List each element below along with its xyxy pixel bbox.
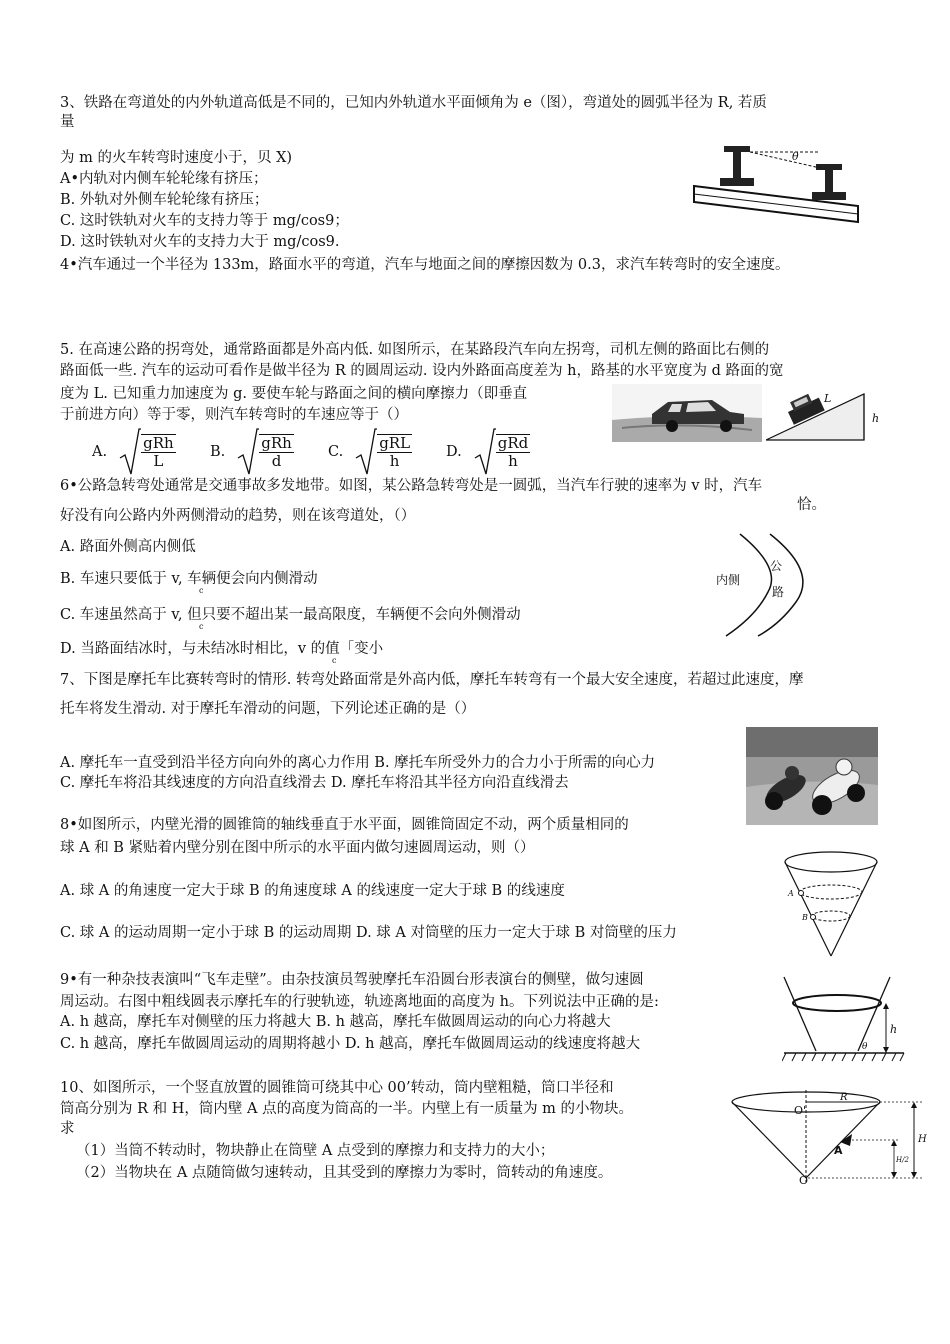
stunt-h-label: h [890, 1023, 898, 1036]
q5-option-b [210, 428, 294, 476]
q9-options-ab: A. h 越高，摩托车对侧壁的压力将越大 B. h 越高，摩托车做圆周运动的向心力将越大 [60, 1014, 611, 1030]
q5-option-b-label: B. [210, 444, 226, 460]
q6-option-d: D. 当路面结冰时，与未结冰时相比，v 的值「变小 [60, 641, 384, 657]
q6-option-a: A. 路面外侧高内侧低 [60, 539, 196, 555]
car-road-photo [612, 384, 762, 442]
q3-option-c: C. 这时铁轨对火车的支持力等于 mg/cos9； [60, 213, 349, 229]
cone10-A-label: A [834, 1144, 843, 1157]
motorcycle-race-photo [746, 727, 878, 825]
slope-h-label: h [872, 412, 880, 425]
q10-sub2: （2）当物块在 A 点随筒做匀速转动，且其受到的摩擦力为零时，筒转动的角速度。 [76, 1165, 613, 1181]
q6-line2: 好没有向公路内外两侧滑动的趋势，则在该弯道处，（） [60, 508, 416, 524]
cone10-O1-label: O' [794, 1104, 807, 1117]
q5-line1: 5. 在高速公路的拐弯处，通常路面都是外高内低. 如图所示，在某路段汽车向左拐弯，司机左侧的路面比右侧的 [60, 342, 770, 358]
slope-L-label: L [824, 392, 832, 405]
q6-option-b: B. 车速只要低于 v, 车辆便会向内侧滑动 [60, 571, 318, 587]
q8-options-cd: C. 球 A 的运动周期一定小于球 B 的运动周期 D. 球 A 对筒壁的压力一定大于球 B 对筒壁的压力 [60, 925, 677, 941]
q5-d-denominator: h [508, 452, 518, 470]
q10-sub1: （1）当筒不转动时，物块静止在筒壁 A 点受到的摩擦力和支持力的大小； [76, 1143, 555, 1159]
q5-a-numerator: gRh [143, 434, 174, 452]
q7-options-cd: C. 摩托车将沿其线速度的方向沿直线滑去 D. 摩托车将沿其半径方向沿直线滑去 [60, 775, 569, 791]
q5-b-numerator: gRh [261, 434, 292, 452]
q5-line4: 于前进方向）等于零，则汽车转弯时的车速应等于（） [60, 407, 408, 423]
sqrt-sign-icon [474, 428, 496, 476]
sqrt-sign-icon [237, 428, 259, 476]
q6-option-c: C. 车速虽然高于 v, 但只要不超出某一最高限度，车辆便不会向外侧滑动 [60, 607, 521, 623]
q6-subscript: c [332, 656, 337, 665]
sqrt-sign-icon [355, 428, 377, 476]
q5-c-numerator: gRL [379, 434, 411, 452]
q8-line2: 球 A 和 B 紧贴着内壁分别在图中所示的水平面内做匀速圆周运动，则（） [60, 840, 535, 856]
q8-options-ab: A. 球 A 的角速度一定大于球 B 的角速度球 A 的线速度一定大于球 B 的线速度 [60, 883, 565, 899]
q9-line2: 周运动。右图中粗线圆表示摩托车的行驶轨迹，轨迹离地面的高度为 h。下列说法中正确的是: [60, 994, 659, 1010]
rail-track-figure [692, 138, 862, 230]
q3-line1: 3、铁路在弯道处的内外轨道高低是不同的，已知内外轨道水平面倾角为 e（图），弯道处的圆弧半径为 R, 若质 [60, 95, 767, 111]
q10-line3: 求 [60, 1121, 75, 1137]
cone-A-label: A [788, 889, 794, 898]
q6-subscript: c [199, 622, 204, 631]
q6-subscript: c [199, 586, 204, 595]
q7-line2: 托车将发生滑动. 对于摩托车滑动的问题，下列论述正确的是（） [60, 701, 476, 717]
q5-line3: 度为 L. 已知重力加速度为 g. 要使车轮与路面之间的横向摩擦力（即垂直 [60, 386, 528, 402]
q3-option-a: A•内轨对内侧车轮轮缘有挤压； [60, 171, 268, 187]
q9-line1: 9•有一种杂技表演叫“飞车走壁”。由杂技演员驾驶摩托车沿圆台形表演台的侧壁，做匀速圆 [60, 972, 644, 988]
cone10-half-height-label: H/2 [896, 1156, 909, 1164]
cone-B-label: B [802, 913, 808, 922]
curve-road-label-1: 公 [770, 559, 783, 573]
rotating-cone-figure [728, 1088, 928, 1184]
q5-option-c-label: C. [328, 444, 344, 460]
inverted-cone-figure [776, 848, 886, 960]
q8-line1: 8•如图所示，内壁光滑的圆锥筒的轴线垂直于水平面，圆锥筒固定不动，两个质量相同的 [60, 817, 629, 833]
q5-option-d [446, 428, 530, 476]
q7-options-ab: A. 摩托车一直受到沿半径方向向外的离心力作用 B. 摩托车所受外力的合力小于所需的向心力 [60, 755, 656, 771]
q9-options-cd: C. h 越高，摩托车做圆周运动的周期将越小 D. h 越高，摩托车做圆周运动的线速度将越大 [60, 1036, 641, 1052]
q5-b-denominator: d [271, 452, 282, 470]
rail-theta-label: θ [792, 150, 799, 163]
q3-line3: 为 m 的火车转弯时速度小于，贝 X) [60, 150, 293, 166]
q5-option-c [328, 428, 412, 476]
q5-d-numerator: gRd [497, 434, 529, 452]
q4-line1: 4•汽车通过一个半径为 133m，路面水平的弯道，汽车与地面之间的摩擦因数为 0.3，求汽车转弯时的安全速度。 [60, 257, 790, 273]
q3-line2: 量 [60, 114, 75, 130]
q5-option-a-label: A. [92, 444, 108, 460]
q3-option-b: B. 外轨对外侧车轮轮缘有挤压； [60, 192, 269, 208]
q7-line1: 7、下图是摩托车比赛转弯时的情形. 转弯处路面常是外高内低，摩托车转弯有一个最大安全速度，若超过此速度，摩 [60, 672, 804, 688]
q5-option-a [92, 428, 176, 476]
q10-line1: 10、如图所示，一个竖直放置的圆锥筒可绕其中心 00’转动，筒内壁粗糙，筒口半径和 [60, 1080, 614, 1096]
curve-road-label-2: 路 [772, 585, 785, 599]
q3-option-d: D. 这时铁轨对火车的支持力大于 mg/cos9. [60, 234, 340, 250]
q5-option-d-label: D. [446, 444, 462, 460]
cone10-R-label: R [840, 1092, 848, 1103]
cone10-H-label: H [918, 1134, 927, 1145]
stunt-theta-label: θ [862, 1042, 868, 1052]
curve-inner-label: 内侧 [716, 573, 741, 587]
q6-line1: 6•公路急转弯处通常是交通事故多发地带。如图，某公路急转弯处是一圆弧，当汽车行驶的速率为 v 时，汽车 [60, 478, 763, 494]
curved-road-figure [712, 532, 822, 638]
q5-c-denominator: h [389, 452, 400, 470]
q5-a-denominator: L [153, 452, 164, 470]
car-slope-figure [766, 384, 886, 442]
q5-line2: 路面低一些. 汽车的运动可看作是做半径为 R 的圆周运动. 设内外路面高度差为 h，路基的水平宽度为 d 路面的宽 [60, 363, 784, 379]
sqrt-sign-icon [119, 428, 141, 476]
cone10-O-label: O [799, 1174, 809, 1184]
q6-line2-tail: 恰。 [797, 497, 826, 513]
stunt-cone-figure [782, 975, 906, 1067]
q10-line2: 筒高分别为 R 和 H，筒内壁 A 点的高度为筒高的一半。内壁上有一质量为 m 的小物块。 [60, 1101, 634, 1117]
